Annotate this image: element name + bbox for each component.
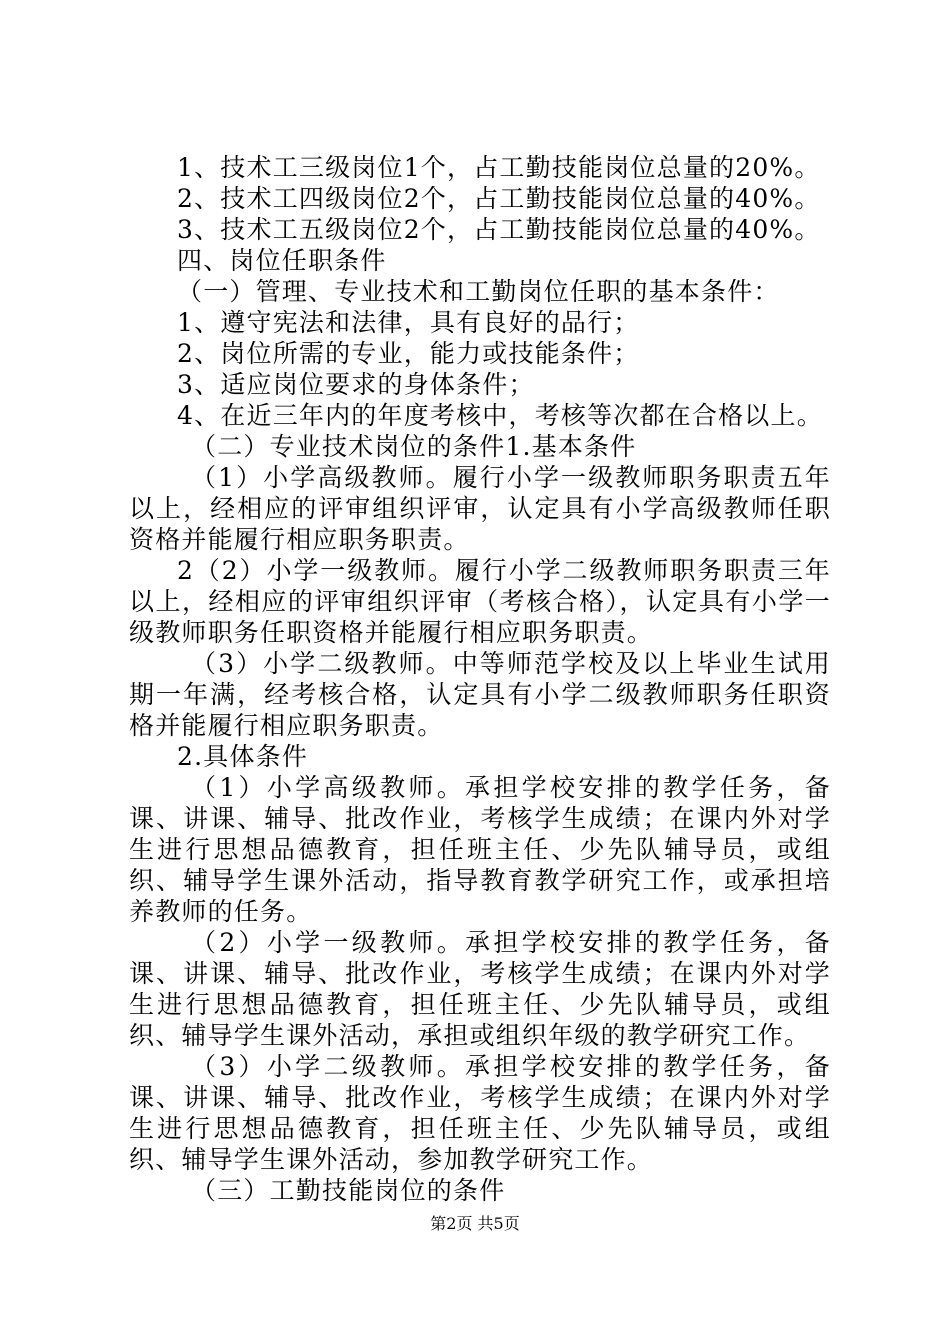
paragraph: 2、技术工四级岗位2个，占工勤技能岗位总量的40%。 xyxy=(177,184,821,213)
paragraph: 4、在近三年内的年度考核中，考核等次都在合格以上。 xyxy=(177,401,823,430)
paragraph: （3）小学二级教师。中等师范学校及以上毕业生试用期一年满，经考核合格，认定具有小学二级教师职务任职资格并能履行相应职务职责。 xyxy=(129,649,831,740)
paragraph: 2、岗位所需的专业，能力或技能条件； xyxy=(177,339,640,368)
paragraph: 2.具体条件 xyxy=(177,742,309,771)
paragraph: 3、适应岗位要求的身体条件； xyxy=(177,370,535,399)
paragraph: 1、遵守宪法和法律，具有良好的品行； xyxy=(177,308,640,337)
paragraph: 3、技术工五级岗位2个，占工勤技能岗位总量的40%。 xyxy=(177,215,821,244)
paragraph: 四、岗位任职条件 xyxy=(177,246,387,275)
paragraph: （1）小学高级教师。履行小学一级教师职务职责五年以上，经相应的评审组织评审，认定具有小学高级教师任职资格并能履行相应职务职责。 xyxy=(129,463,831,554)
paragraph: （3）小学二级教师。承担学校安排的教学任务，备课、讲课、辅导、批改作业，考核学生成绩；在课内外对学生进行思想品德教育，担任班主任、少先队辅导员，或组织、辅导学生课外活动，参加教学研究工作。 xyxy=(129,1052,831,1174)
paragraph: 1、技术工三级岗位1个，占工勤技能岗位总量的20%。 xyxy=(177,153,821,182)
paragraph: （2）小学一级教师。承担学校安排的教学任务，备课、讲课、辅导、批改作业，考核学生成绩；在课内外对学生进行思想品德教育，担任班主任、少先队辅导员，或组织、辅导学生课外活动，承担或组织年级的教学研究工作。 xyxy=(129,928,831,1050)
paragraph: （二）专业技术岗位的条件1.基本条件 xyxy=(191,432,637,461)
paragraph: （1）小学高级教师。承担学校安排的教学任务，备课、讲课、辅导、批改作业，考核学生成绩；在课内外对学生进行思想品德教育，担任班主任、少先队辅导员，或组织、辅导学生课外活动，指导教育教学研究工作，或承担培养教师的任务。 xyxy=(129,773,831,926)
paragraph: （三）工勤技能岗位的条件 xyxy=(191,1176,506,1205)
paragraph: （一）管理、专业技术和工勤岗位任职的基本条件： xyxy=(177,277,780,306)
document-body xyxy=(129,152,831,1206)
page-footer: 第2页 共5页 xyxy=(430,1214,520,1233)
paragraph: 2（2）小学一级教师。履行小学二级教师职务职责三年以上，经相应的评审组织评审（考核合格），认定具有小学一级教师职务任职资格并能履行相应职务职责。 xyxy=(129,556,831,647)
